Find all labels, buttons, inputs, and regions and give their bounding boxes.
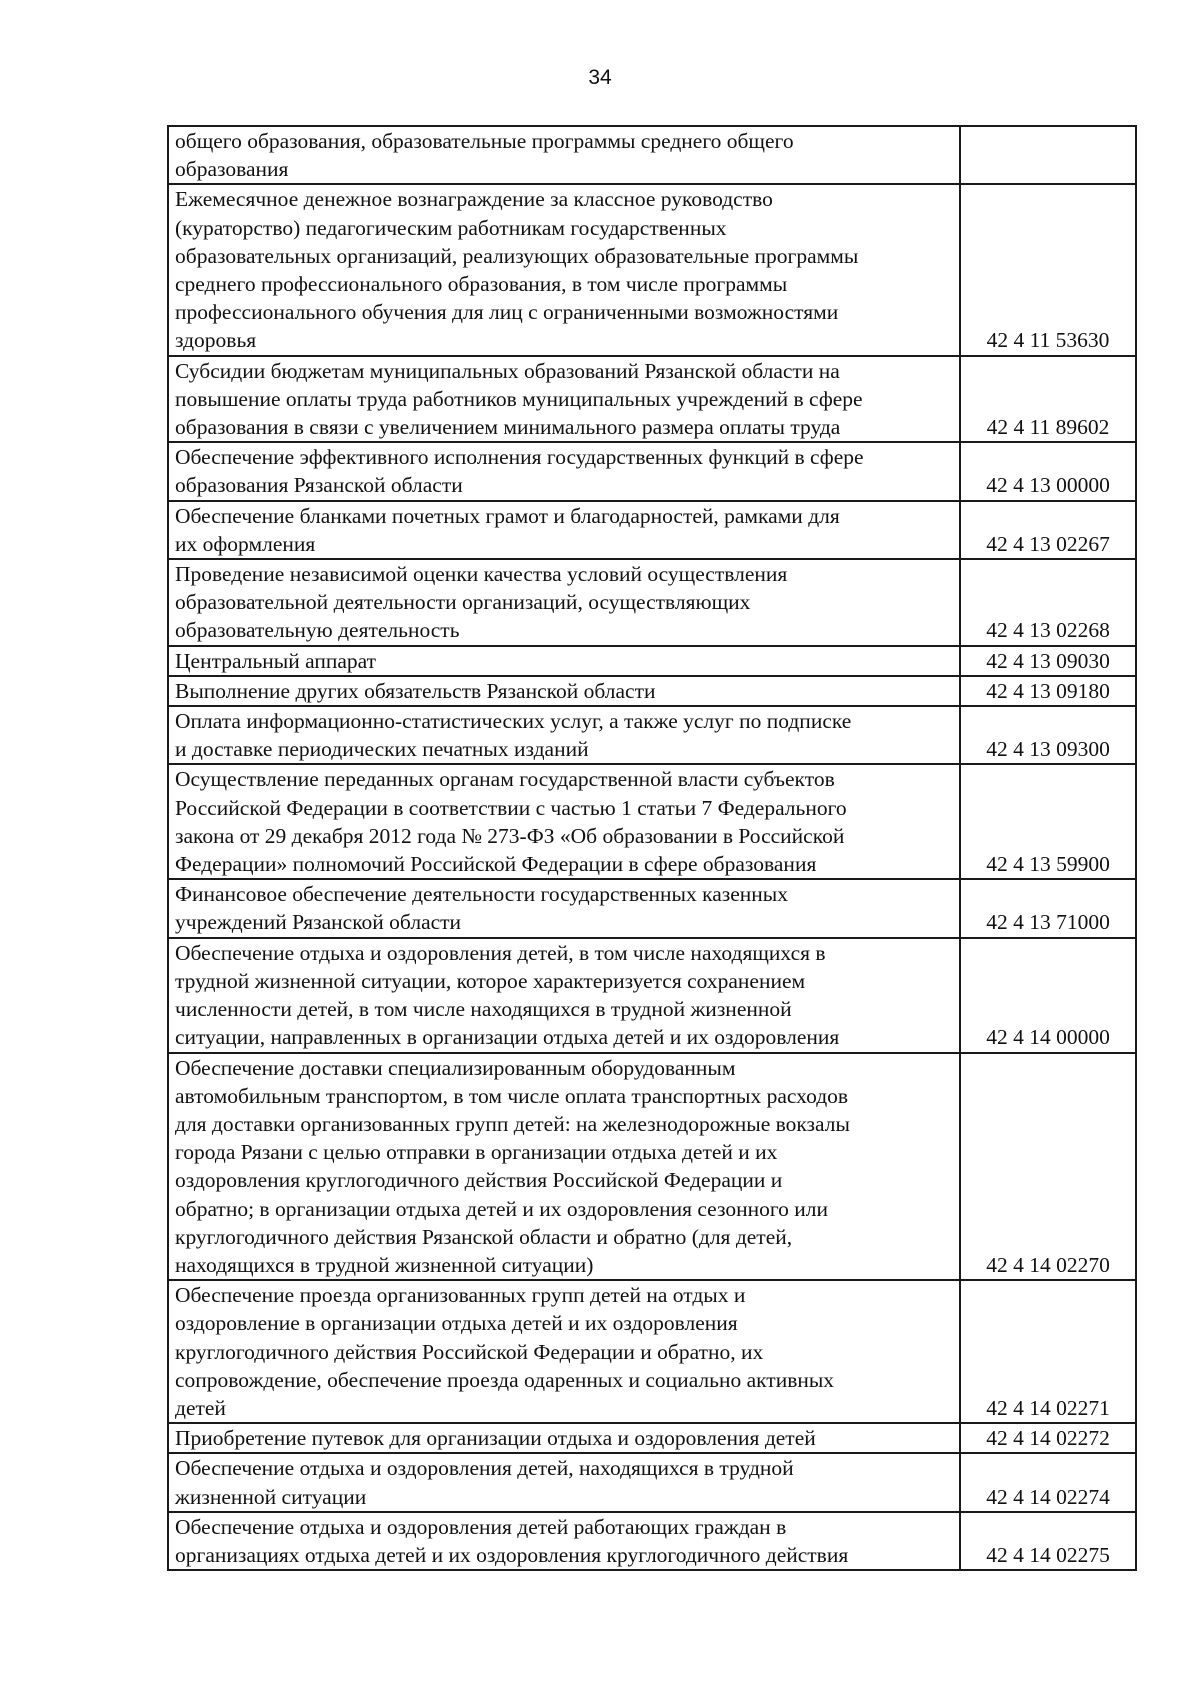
row-code: 42 4 13 09030 bbox=[960, 646, 1136, 676]
row-code: 42 4 14 02270 bbox=[960, 1053, 1136, 1281]
table-row bbox=[168, 356, 1136, 443]
table-row bbox=[168, 184, 1136, 355]
row-description: Проведение независимой оценки качества условий осуществления образовательной деятельности организаций, осуществляющих образовательную деятельность bbox=[168, 559, 960, 646]
table-row bbox=[168, 559, 1136, 646]
row-code: 42 4 13 59900 bbox=[960, 764, 1136, 879]
row-code: 42 4 13 02268 bbox=[960, 559, 1136, 646]
row-code: 42 4 13 00000 bbox=[960, 442, 1136, 500]
row-description: Обеспечение бланками почетных грамот и благодарностей, рамками для их оформления bbox=[168, 501, 960, 559]
table-row bbox=[168, 938, 1136, 1053]
row-description: Обеспечение отдыха и оздоровления детей, в том числе находящихся в трудной жизненной ситуации, которое характеризуется сохранением численности детей, в том числе находящихся в трудной жизненной ситуации, направленных в организации отдыха детей и их оздоровления bbox=[168, 938, 960, 1053]
table-row bbox=[168, 1453, 1136, 1511]
row-code: 42 4 13 09300 bbox=[960, 706, 1136, 764]
row-description: Центральный аппарат bbox=[168, 646, 960, 676]
row-code: 42 4 13 09180 bbox=[960, 676, 1136, 706]
row-description: Обеспечение отдыха и оздоровления детей, находящихся в трудной жизненной ситуации bbox=[168, 1453, 960, 1511]
row-code: 42 4 14 02274 bbox=[960, 1453, 1136, 1511]
row-description: Выполнение других обязательств Рязанской области bbox=[168, 676, 960, 706]
row-description: Приобретение путевок для организации отдыха и оздоровления детей bbox=[168, 1423, 960, 1453]
row-description: Ежемесячное денежное вознаграждение за классное руководство (кураторство) педагогическим работникам государственных образовательных организаций, реализующих образовательные программы среднего профессионального образования, в том числе программы профессионального обучения для лиц с ограниченными возможностями здоровья bbox=[168, 184, 960, 355]
table-row bbox=[168, 879, 1136, 937]
table-row bbox=[168, 646, 1136, 676]
budget-classification-table bbox=[167, 125, 1137, 1571]
row-code: 42 4 11 53630 bbox=[960, 184, 1136, 355]
table-row bbox=[168, 442, 1136, 500]
row-code: 42 4 11 89602 bbox=[960, 356, 1136, 443]
row-code bbox=[960, 126, 1136, 184]
table-row bbox=[168, 706, 1136, 764]
table-body bbox=[168, 126, 1136, 1570]
row-description: Обеспечение проезда организованных групп детей на отдых и оздоровление в организации отдыха детей и их оздоровления круглогодичного действия Российской Федерации и обратно, их сопровождение, обеспечение проезда одаренных и социально активных детей bbox=[168, 1280, 960, 1423]
row-code: 42 4 14 02275 bbox=[960, 1512, 1136, 1570]
row-code: 42 4 14 02271 bbox=[960, 1280, 1136, 1423]
table-row bbox=[168, 126, 1136, 184]
table-row bbox=[168, 1423, 1136, 1453]
row-description: Обеспечение отдыха и оздоровления детей работающих граждан в организациях отдыха детей и их оздоровления круглогодичного действия bbox=[168, 1512, 960, 1570]
table-row bbox=[168, 764, 1136, 879]
table-row bbox=[168, 1512, 1136, 1570]
table-row bbox=[168, 676, 1136, 706]
row-code: 42 4 14 02272 bbox=[960, 1423, 1136, 1453]
row-code: 42 4 14 00000 bbox=[960, 938, 1136, 1053]
row-description: Финансовое обеспечение деятельности государственных казенных учреждений Рязанской области bbox=[168, 879, 960, 937]
row-description: Субсидии бюджетам муниципальных образований Рязанской области на повышение оплаты труда работников муниципальных учреждений в сфере образования в связи с увеличением минимального размера оплаты труда bbox=[168, 356, 960, 443]
row-code: 42 4 13 02267 bbox=[960, 501, 1136, 559]
row-description: Обеспечение эффективного исполнения государственных функций в сфере образования Рязанской области bbox=[168, 442, 960, 500]
table-row bbox=[168, 1280, 1136, 1423]
row-code: 42 4 13 71000 bbox=[960, 879, 1136, 937]
row-description: Обеспечение доставки специализированным оборудованным автомобильным транспортом, в том числе оплата транспортных расходов для доставки организованных групп детей: на железнодорожные вокзалы города Рязани с целью отправки в организации отдыха детей и их оздоровления круглогодичного действия Российской Федерации и обратно; в организации отдыха детей и их оздоровления сезонного или круглогодичного действия Рязанской области и обратно (для детей, находящихся в трудной жизненной ситуации) bbox=[168, 1053, 960, 1281]
row-description: общего образования, образовательные программы среднего общего образования bbox=[168, 126, 960, 184]
row-description: Оплата информационно-статистических услуг, а также услуг по подписке и доставке периодических печатных изданий bbox=[168, 706, 960, 764]
page-number: 34 bbox=[588, 66, 612, 89]
table-row bbox=[168, 1053, 1136, 1281]
row-description: Осуществление переданных органам государственной власти субъектов Российской Федерации в соответствии с частью 1 статьи 7 Федерального закона от 29 декабря 2012 года № 273-ФЗ «Об образовании в Российской Федерации» полномочий Российской Федерации в сфере образования bbox=[168, 764, 960, 879]
table-row bbox=[168, 501, 1136, 559]
